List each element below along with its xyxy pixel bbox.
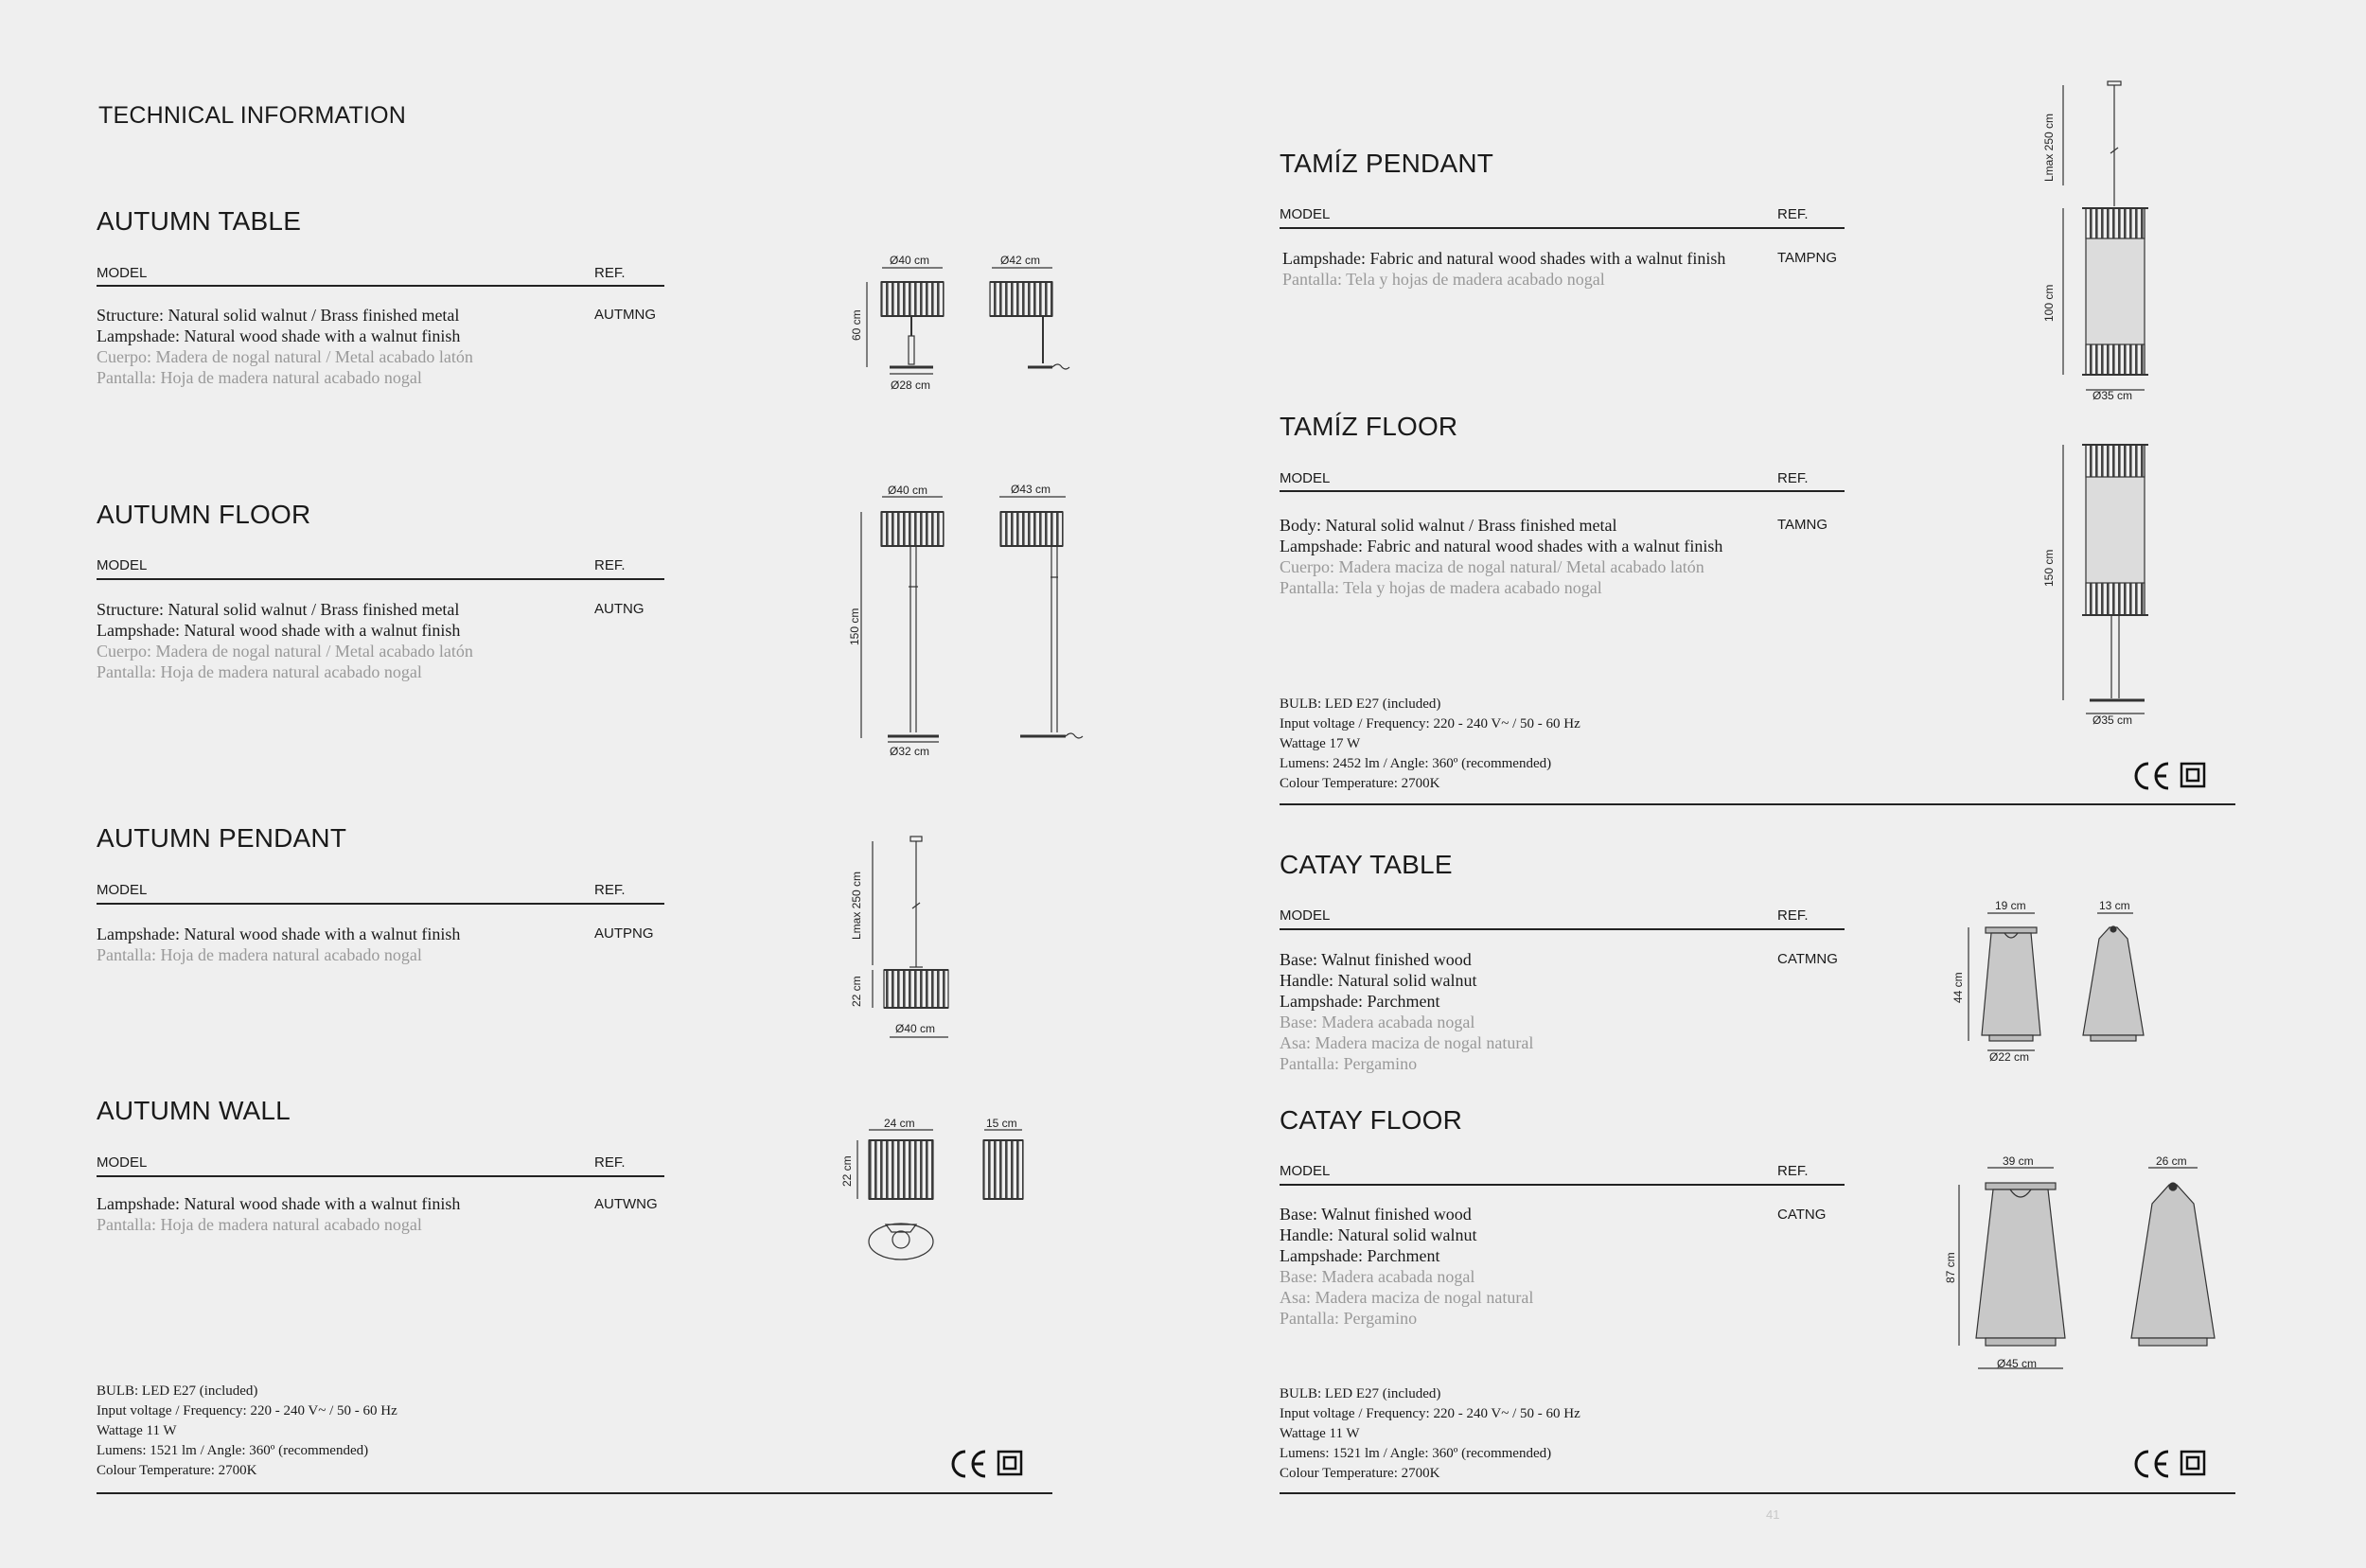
model-header: MODEL xyxy=(97,557,148,573)
dim-label: 22 cm xyxy=(840,1155,854,1187)
dim-label: 15 cm xyxy=(986,1117,1017,1130)
product-title-autumn-wall: AUTUMN WALL xyxy=(97,1096,291,1125)
product-title-autumn-floor: AUTUMN FLOOR xyxy=(97,500,311,529)
dim-label: 39 cm xyxy=(2003,1154,2034,1168)
model-header: MODEL xyxy=(1280,1163,1331,1179)
header-rule xyxy=(97,1175,664,1177)
certifications-autumn xyxy=(949,1448,1025,1480)
double-insulation-icon xyxy=(2181,1452,2204,1474)
dim-label: Ø22 cm xyxy=(1989,1050,2030,1064)
header-rule xyxy=(1280,227,1845,229)
description-catay-floor: Base: Walnut finished wood Handle: Natural solid walnut Lampshade: Parchment Base: Madera acabada nogal Asa: Madera maciza de nogal natural Pantalla: Pergamino xyxy=(1280,1205,1534,1328)
dim-label: Lmax 250 cm xyxy=(2042,113,2056,182)
model-header: MODEL xyxy=(97,1154,148,1171)
ref-autumn-floor: AUTNG xyxy=(594,601,644,617)
drawing-autumn-pendant xyxy=(873,837,948,1037)
ce-mark-icon xyxy=(953,1452,985,1476)
double-insulation-icon xyxy=(2181,764,2204,786)
model-header: MODEL xyxy=(1280,206,1331,222)
description-autumn-floor: Structure: Natural solid walnut / Brass finished metal Lampshade: Natural wood shade with a walnut finish Cuerpo: Madera de nogal natural / Metal acabado latón Pantalla: Hoja de madera natural acabado nogal xyxy=(97,600,473,681)
specs-catay: BULB: LED E27 (included) Input voltage / Frequency: 220 - 240 V~ / 50 - 60 Hz Wattage 11 W Lumens: 1521 lm / Angle: 360º (recommended) Colour Temperature: 2700K xyxy=(1280,1386,1580,1481)
drawing-autumn-wall xyxy=(857,1130,1023,1260)
description-autumn-pendant: Lampshade: Natural wood shade with a walnut finish Pantalla: Hoja de madera natural acabado nogal xyxy=(97,925,461,964)
dim-label: 150 cm xyxy=(848,608,861,645)
dim-label: Ø45 cm xyxy=(1997,1357,2038,1370)
product-title-tamiz-floor: TAMÍZ FLOOR xyxy=(1280,412,1458,441)
ref-header: REF. xyxy=(594,882,626,898)
header-rule xyxy=(1280,1184,1845,1186)
ce-mark-icon xyxy=(2136,1452,2168,1476)
description-tamiz-floor: Body: Natural solid walnut / Brass finished metal Lampshade: Fabric and natural wood shades with a walnut finish Cuerpo: Madera maciza de nogal natural/ Metal acabado latón Pantalla: Tela y hojas de madera acabado nogal xyxy=(1280,516,1723,597)
product-title-catay-floor: CATAY FLOOR xyxy=(1280,1105,1463,1135)
header-rule xyxy=(1280,490,1845,492)
description-catay-table: Base: Walnut finished wood Handle: Natural solid walnut Lampshade: Parchment Base: Madera acabada nogal Asa: Madera maciza de nogal natural Pantalla: Pergamino xyxy=(1280,950,1534,1073)
section-rule xyxy=(1280,1492,2235,1494)
ref-tamiz-pendant: TAMPNG xyxy=(1777,250,1838,266)
description-autumn-wall: Lampshade: Natural wood shade with a walnut finish Pantalla: Hoja de madera natural acabado nogal xyxy=(97,1194,461,1234)
product-title-autumn-pendant: AUTUMN PENDANT xyxy=(97,823,347,853)
drawing-catay-table xyxy=(1969,913,2144,1050)
drawing-autumn-table xyxy=(867,268,1069,374)
ref-autumn-wall: AUTWNG xyxy=(594,1196,658,1212)
drawing-autumn-floor xyxy=(861,497,1083,742)
description-autumn-table: Structure: Natural solid walnut / Brass finished metal Lampshade: Natural wood shade with a walnut finish Cuerpo: Madera de nogal natural / Metal acabado latón Pantalla: Hoja de madera natural acabado nogal xyxy=(97,306,473,387)
section-rule xyxy=(1280,803,2235,805)
dim-label: 87 cm xyxy=(1944,1252,1957,1283)
dim-label: 19 cm xyxy=(1995,899,2026,912)
header-rule xyxy=(97,903,664,905)
specs-tamiz: BULB: LED E27 (included) Input voltage / Frequency: 220 - 240 V~ / 50 - 60 Hz Wattage 17 W Lumens: 2452 lm / Angle: 360º (recommended) Colour Temperature: 2700K xyxy=(1280,696,1580,791)
ref-header: REF. xyxy=(1777,1163,1809,1179)
dim-label: 24 cm xyxy=(884,1117,915,1130)
description-tamiz-pendant: Lampshade: Fabric and natural wood shades with a walnut finish Pantalla: Tela y hojas de madera acabado nogal xyxy=(1282,249,1726,289)
product-title-autumn-table: AUTUMN TABLE xyxy=(97,206,302,236)
dim-label: 13 cm xyxy=(2099,899,2130,912)
drawing-tamiz-pendant xyxy=(2063,81,2148,390)
ref-header: REF. xyxy=(1777,470,1809,486)
dim-label: Lmax 250 cm xyxy=(850,871,863,940)
ce-mark-icon xyxy=(2136,764,2168,788)
ref-catay-floor: CATNG xyxy=(1777,1207,1827,1223)
header-rule xyxy=(1280,928,1845,930)
page-number: 41 xyxy=(1766,1507,1780,1522)
ref-header: REF. xyxy=(594,265,626,281)
dim-label: Ø35 cm xyxy=(2092,714,2133,727)
ref-catay-table: CATMNG xyxy=(1777,951,1838,967)
ref-header: REF. xyxy=(1777,907,1809,924)
dim-label: 150 cm xyxy=(2042,549,2056,587)
dim-label: 26 cm xyxy=(2156,1154,2187,1168)
drawing-catay-floor xyxy=(1959,1168,2215,1368)
certifications-catay xyxy=(2132,1448,2208,1480)
dim-label: Ø42 cm xyxy=(1000,254,1041,267)
ref-header: REF. xyxy=(1777,206,1809,222)
dim-label: Ø40 cm xyxy=(895,1022,936,1035)
specs-autumn: BULB: LED E27 (included) Input voltage / Frequency: 220 - 240 V~ / 50 - 60 Hz Wattage 11 W Lumens: 1521 lm / Angle: 360º (recommended) Colour Temperature: 2700K xyxy=(97,1383,397,1478)
certifications-tamiz xyxy=(2132,760,2208,792)
dim-label: Ø32 cm xyxy=(890,745,930,758)
product-title-catay-table: CATAY TABLE xyxy=(1280,850,1453,879)
model-header: MODEL xyxy=(1280,470,1331,486)
ref-autumn-table: AUTMNG xyxy=(594,307,656,323)
drawing-tamiz-floor xyxy=(2063,445,2148,714)
ref-autumn-pendant: AUTPNG xyxy=(594,925,654,942)
dim-label: Ø43 cm xyxy=(1011,483,1051,496)
header-rule xyxy=(97,285,664,287)
model-header: MODEL xyxy=(1280,907,1331,924)
section-rule xyxy=(97,1492,1052,1494)
dim-label: Ø35 cm xyxy=(2092,389,2133,402)
dim-label: 100 cm xyxy=(2042,284,2056,322)
dim-label: Ø40 cm xyxy=(890,254,930,267)
ref-tamiz-floor: TAMNG xyxy=(1777,517,1828,533)
dim-label: 60 cm xyxy=(850,309,863,341)
product-title-tamiz-pendant: TAMÍZ PENDANT xyxy=(1280,149,1494,178)
header-rule xyxy=(97,578,664,580)
ref-header: REF. xyxy=(594,557,626,573)
dim-label: 22 cm xyxy=(850,976,863,1007)
dim-label: Ø28 cm xyxy=(891,379,931,392)
model-header: MODEL xyxy=(97,882,148,898)
page-title: TECHNICAL INFORMATION xyxy=(98,102,407,129)
double-insulation-icon xyxy=(998,1452,1021,1474)
model-header: MODEL xyxy=(97,265,148,281)
ref-header: REF. xyxy=(594,1154,626,1171)
dim-label: 44 cm xyxy=(1951,972,1965,1003)
dim-label: Ø40 cm xyxy=(888,484,928,497)
